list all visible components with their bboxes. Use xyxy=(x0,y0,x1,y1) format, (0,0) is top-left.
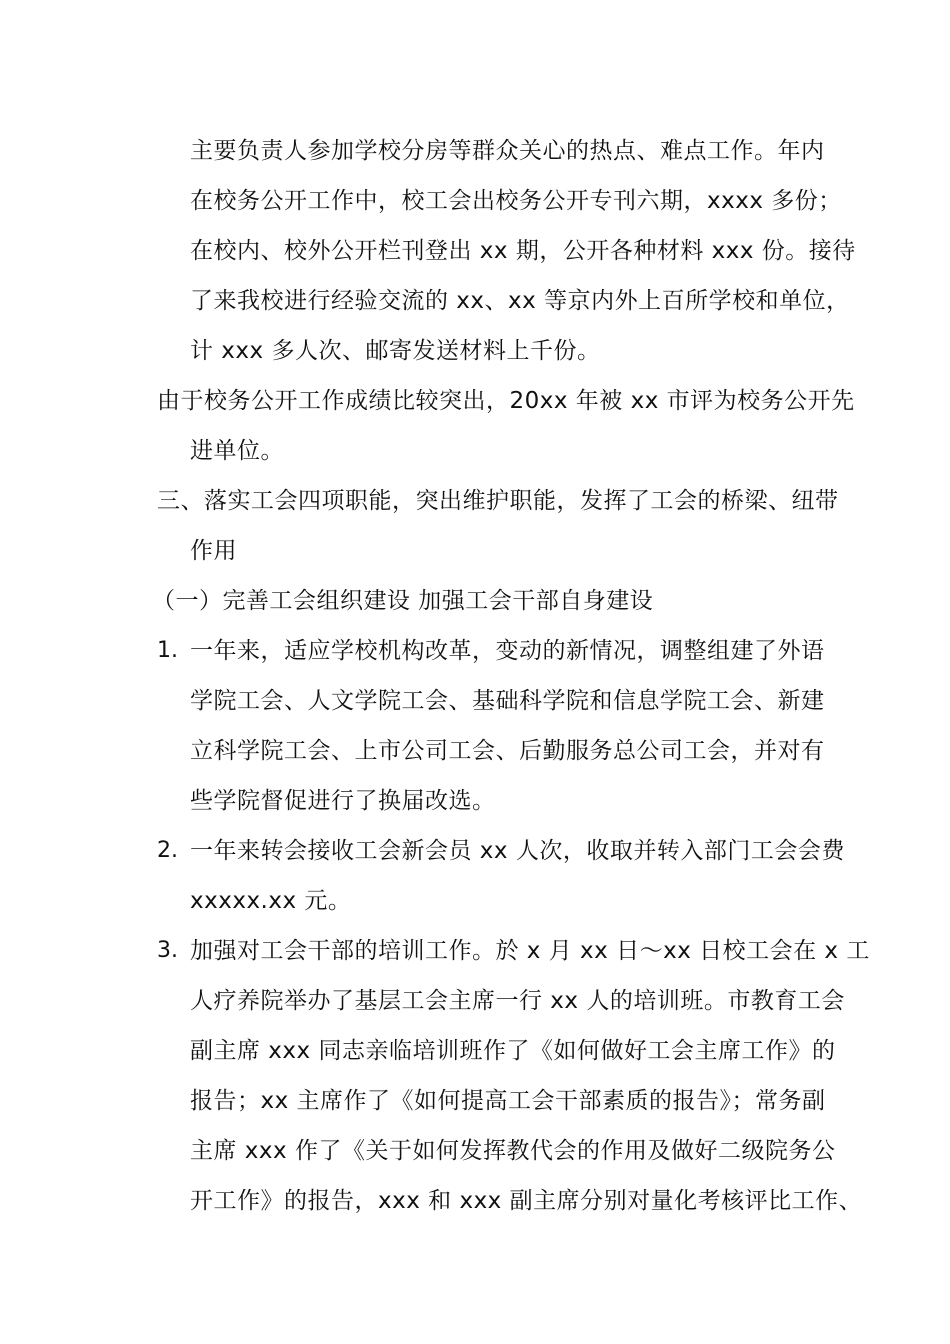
paragraph-line: 主要负责人参加学校分房等群众关心的热点、难点工作。年内 xyxy=(190,138,825,164)
list-item-line: 报告；xx 主席作了《如何提高工会干部素质的报告》；常务副 xyxy=(190,1088,826,1114)
paragraph-line: 在校内、校外公开栏刊登出 xx 期，公开各种材料 xxx 份。接待 xyxy=(190,238,856,264)
list-number: 2. xyxy=(157,838,178,863)
list-item-line: 些学院督促进行了换届改选。 xyxy=(190,788,496,814)
list-item-line: 一年来转会接收工会新会员 xx 人次，收取并转入部门工会会费 xyxy=(190,838,845,864)
list-item-line: 主席 xxx 作了《关于如何发挥教代会的作用及做好二级院务公 xyxy=(190,1138,836,1164)
paragraph-line: 计 xxx 多人次、邮寄发送材料上千份。 xyxy=(190,338,601,364)
list-item-line: 开工作》的报告，xxx 和 xxx 副主席分别对量化考核评比工作、 xyxy=(190,1188,863,1214)
paragraph-line: 进单位。 xyxy=(190,438,284,464)
list-item-line: 一年来，适应学校机构改革，变动的新情况，调整组建了外语 xyxy=(190,638,825,664)
list-item-line: 加强对工会干部的培训工作。於 x 月 xx 日～xx 日校工会在 x 工 xyxy=(190,938,870,964)
paragraph-line: 由于校务公开工作成绩比较突出，20xx 年被 xx 市评为校务公开先 xyxy=(157,388,855,414)
section-heading: 作用 xyxy=(190,538,237,564)
section-heading: 三、落实工会四项职能，突出维护职能，发挥了工会的桥梁、纽带 xyxy=(157,488,839,514)
list-number: 3. xyxy=(157,938,178,963)
subsection-heading: （一）完善工会组织建设 加强工会干部自身建设 xyxy=(152,588,654,614)
list-item-line: xxxxx.xx 元。 xyxy=(190,888,352,914)
paragraph-line: 了来我校进行经验交流的 xx、xx 等京内外上百所学校和单位， xyxy=(190,288,850,314)
list-number: 1. xyxy=(157,638,178,663)
paragraph-line: 在校务公开工作中，校工会出校务公开专刊六期，xxxx 多份； xyxy=(190,188,842,214)
list-item-line: 人疗养院举办了基层工会主席一行 xx 人的培训班。市教育工会 xyxy=(190,988,845,1014)
list-item-line: 学院工会、人文学院工会、基础科学院和信息学院工会、新建 xyxy=(190,688,825,714)
list-item-line: 副主席 xxx 同志亲临培训班作了《如何做好工会主席工作》的 xyxy=(190,1038,836,1064)
list-item-line: 立科学院工会、上市公司工会、后勤服务总公司工会，并对有 xyxy=(190,738,825,764)
